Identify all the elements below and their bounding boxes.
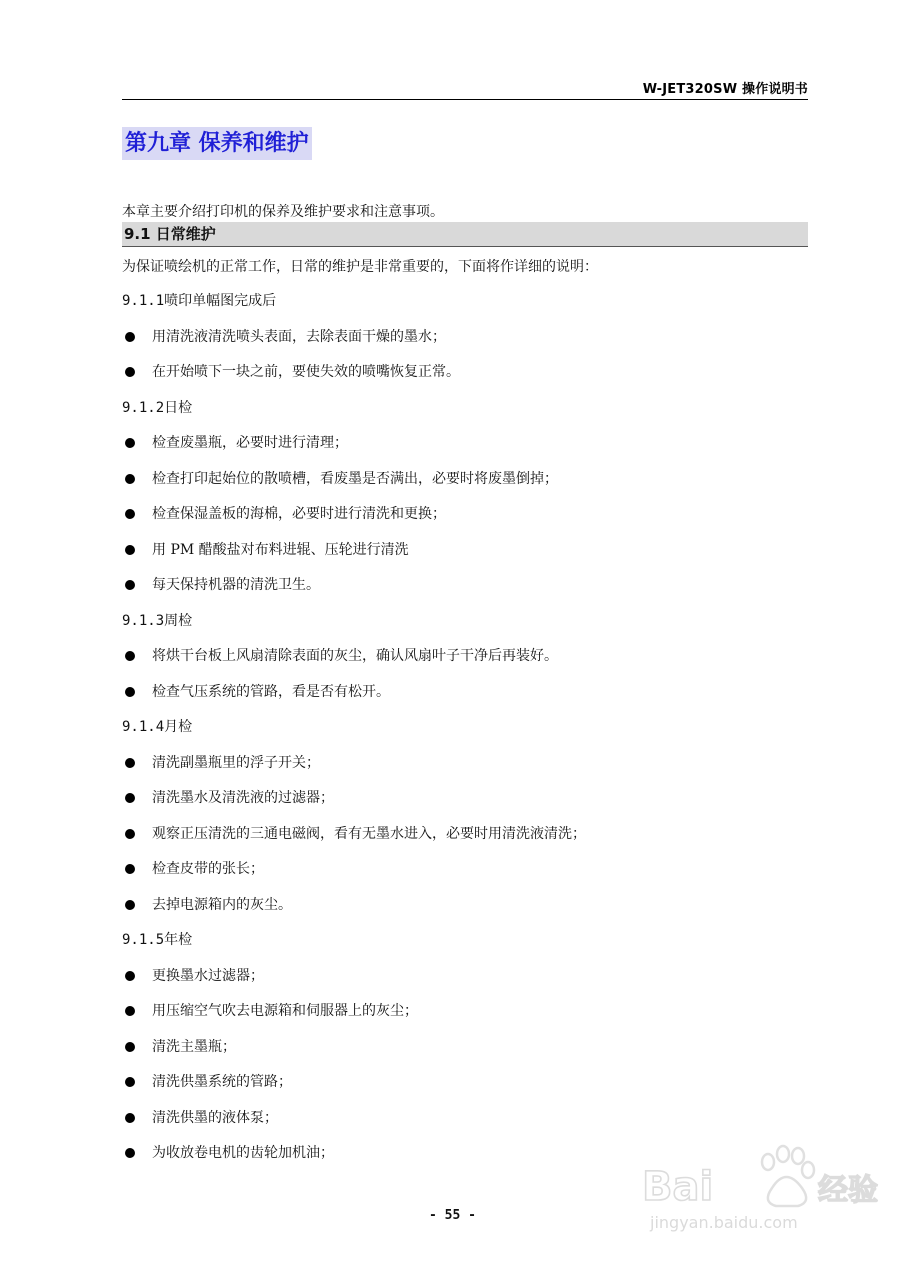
bullet-icon xyxy=(125,1042,135,1052)
bullet-icon xyxy=(125,1148,135,1158)
section-intro: 为保证喷绘机的正常工作，日常的维护是非常重要的，下面将作详细的说明： xyxy=(122,259,598,275)
subsection-number: 9.1.3 xyxy=(122,612,165,629)
bullet-icon xyxy=(125,367,135,377)
list-item xyxy=(122,1035,808,1071)
list-item-text: 检查废墨瓶，必要时进行清理； xyxy=(152,435,348,451)
svg-text:经验: 经验 xyxy=(818,1173,878,1208)
list-item xyxy=(122,573,808,609)
bullet-icon xyxy=(125,758,135,768)
list-item xyxy=(122,1106,808,1142)
list-item-text: 用压缩空气吹去电源箱和伺服器上的灰尘； xyxy=(152,1003,418,1019)
list-item-text: 将烘干台板上风扇清除表面的灰尘，确认风扇叶子干净后再装好。 xyxy=(152,648,558,664)
subsection-number: 9.1.2 xyxy=(122,399,165,416)
subsection-title: 喷印单幅图完成后 xyxy=(164,293,277,309)
list-item-text: 观察正压清洗的三通电磁阀，看有无墨水进入，必要时用清洗液清洗； xyxy=(152,825,586,842)
subsection-heading xyxy=(122,928,808,964)
bullet-icon xyxy=(125,829,135,839)
list-item-text: 为收放卷电机的齿轮加机油； xyxy=(152,1145,334,1161)
list-item xyxy=(122,538,808,574)
bullet-icon xyxy=(125,332,135,342)
subsection-heading xyxy=(122,715,808,751)
list-item xyxy=(122,999,808,1035)
bullet-icon xyxy=(125,864,135,874)
list-item xyxy=(122,502,808,538)
bullet-icon xyxy=(125,651,135,661)
bullet-icon xyxy=(125,509,135,519)
subsection-number: 9.1.4 xyxy=(122,719,165,735)
list-item-text: 检查皮带的张长； xyxy=(152,861,264,877)
list-item-text: 检查打印起始位的散喷槽，看废墨是否满出，必要时将废墨倒掉； xyxy=(152,470,558,487)
subsection-title: 周检 xyxy=(164,612,193,629)
subsection-number: 9.1.1 xyxy=(122,293,165,309)
list-item xyxy=(122,751,808,787)
list-item-text: 清洗供墨的液体泵； xyxy=(152,1109,278,1126)
bullet-icon xyxy=(125,1006,135,1016)
chapter-intro: 本章主要介绍打印机的保养及维护要求和注意事项。 xyxy=(122,204,444,220)
list-item-text: 清洗主墨瓶； xyxy=(152,1038,236,1055)
list-item xyxy=(122,644,808,680)
section-title: 9.1 日常维护 xyxy=(124,225,216,243)
list-item xyxy=(122,857,808,893)
subsection-title: 月检 xyxy=(164,719,193,735)
subsection-heading xyxy=(122,289,808,325)
bullet-icon xyxy=(125,1113,135,1123)
page-number: - 55 - xyxy=(429,1208,476,1223)
bullet-icon xyxy=(125,438,135,448)
list-item xyxy=(122,467,808,503)
bullet-icon xyxy=(125,580,135,590)
list-item xyxy=(122,786,808,822)
bullet-icon xyxy=(125,545,135,555)
bullet-icon xyxy=(125,474,135,484)
list-item xyxy=(122,893,808,929)
list-item xyxy=(122,964,808,1000)
list-item xyxy=(122,680,808,716)
subsection-title: 年检 xyxy=(164,932,193,948)
watermark-url: jingyan.baidu.com xyxy=(650,1213,798,1232)
list-item-text: 每天保持机器的清洗卫生。 xyxy=(152,577,320,593)
baidu-jingyan-watermark xyxy=(640,1140,878,1240)
bullet-icon xyxy=(125,1077,135,1087)
bullet-icon xyxy=(125,687,135,697)
watermark-brand: Bai xyxy=(642,1164,714,1210)
subsection-number: 9.1.5 xyxy=(122,932,165,948)
running-header: W-JET320SW 操作说明书 xyxy=(642,82,808,97)
bullet-icon xyxy=(125,900,135,910)
section-heading-bar xyxy=(122,222,808,247)
subsection-heading xyxy=(122,396,808,432)
chapter-title: 第九章 保养和维护 xyxy=(122,127,312,160)
bullet-icon xyxy=(125,793,135,803)
list-item-text: 在开始喷下一块之前，要使失效的喷嘴恢复正常。 xyxy=(152,364,460,380)
list-item xyxy=(122,822,808,858)
list-item-text: 清洗墨水及清洗液的过滤器； xyxy=(152,790,334,806)
subsection-title: 日检 xyxy=(164,399,193,416)
header-rule xyxy=(122,99,808,100)
list-item-text: 清洗供墨系统的管路； xyxy=(152,1074,292,1090)
subsection-heading xyxy=(122,609,808,645)
list-item-text: 用 PM 醋酸盐对布料进辊、压轮进行清洗 xyxy=(152,541,409,558)
list-item xyxy=(122,360,808,396)
list-item-text: 检查保湿盖板的海棉，必要时进行清洗和更换； xyxy=(152,506,446,522)
list-item-text: 检查气压系统的管路，看是否有松开。 xyxy=(152,683,390,700)
list-item xyxy=(122,431,808,467)
bullet-icon xyxy=(125,971,135,981)
list-item xyxy=(122,325,808,361)
list-item-text: 清洗副墨瓶里的浮子开关； xyxy=(152,754,320,771)
list-item-text: 用清洗液清洗喷头表面，去除表面干燥的墨水； xyxy=(152,328,446,345)
list-item-text: 去掉电源箱内的灰尘。 xyxy=(152,896,292,913)
maintenance-content xyxy=(122,289,808,1177)
list-item-text: 更换墨水过滤器； xyxy=(152,967,264,984)
list-item xyxy=(122,1070,808,1106)
